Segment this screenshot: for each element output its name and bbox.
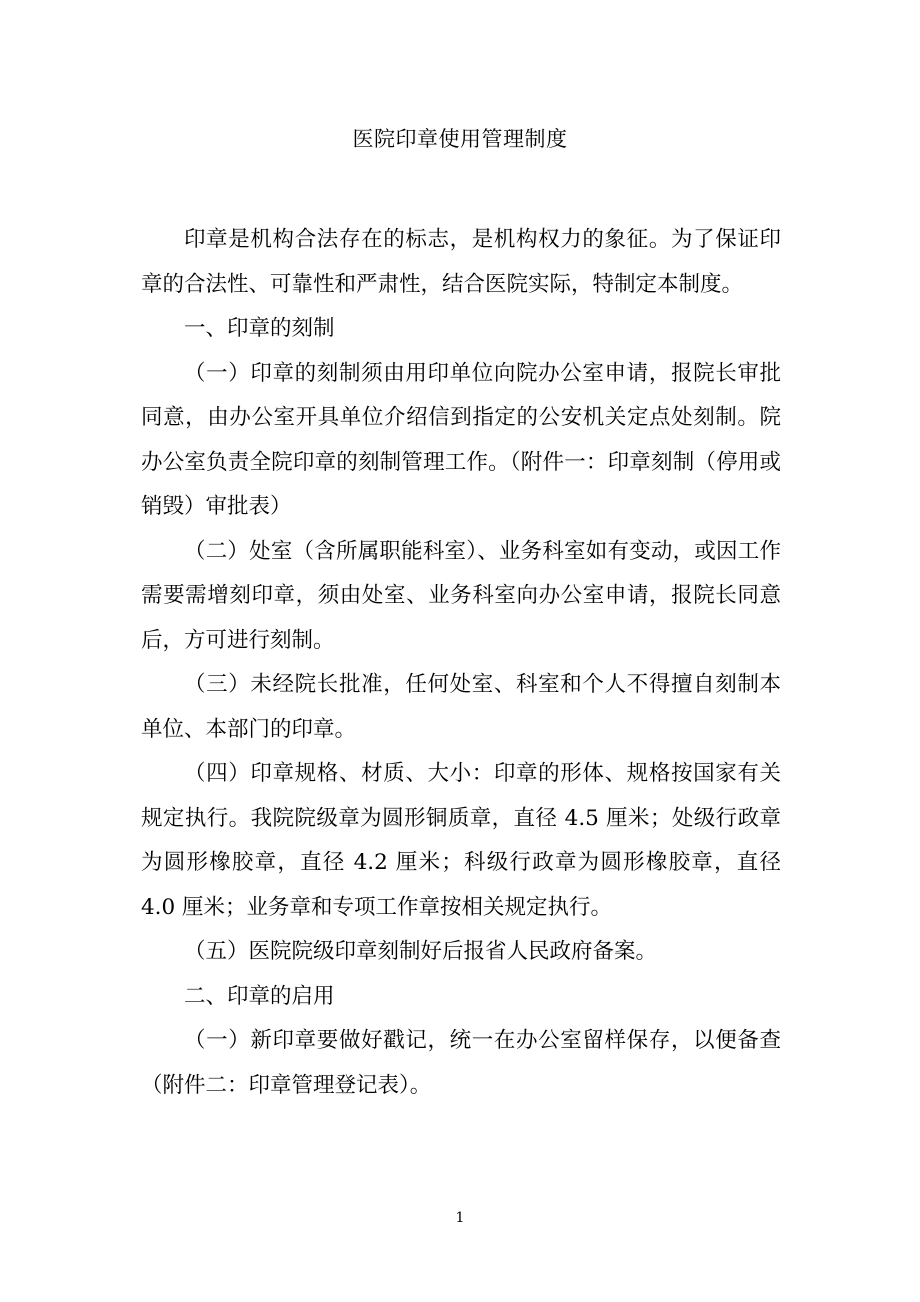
paragraph-1-5: （五）医院院级印章刻制好后报省人民政府备案。 — [184, 939, 658, 964]
paragraph-1-2: （二）处室（含所属职能科室）、业务科室如有变动，或因工作需要需增刻印章，须由处室、业务科室向办公室申请，报院长同意后，方可进行刻制。 — [141, 538, 781, 653]
paragraph-1-4: （四）印章规格、材质、大小：印章的形体、规格按国家有关规定执行。我院院级章为圆形铜质章，直径 4.5 厘米；处级行政章为圆形橡胶章，直径 4.2 厘米；科级行政章为圆形橡胶章，直径 4.0 厘米；业务章和专项工作章按相关规定执行。 — [141, 761, 781, 920]
paragraph-intro: 印章是机构合法存在的标志，是机构权力的象征。为了保证印章的合法性、可靠性和严肃性，结合医院实际，特制定本制度。 — [141, 227, 781, 297]
document-title: 医院印章使用管理制度 — [352, 127, 568, 151]
paragraph-2-1: （一）新印章要做好戳记，统一在办公室留样保存，以便备查（附件二：印章管理登记表）。 — [141, 1028, 781, 1098]
section-heading-1: 一、印章的刻制 — [184, 316, 335, 341]
paragraph-1-3: （三）未经院长批准，任何处室、科室和个人不得擅自刻制本单位、本部门的印章。 — [141, 672, 781, 742]
section-heading-2: 二、印章的启用 — [184, 983, 335, 1009]
page-number: 1 — [455, 1210, 465, 1226]
paragraph-1-1: （一）印章的刻制须由用印单位向院办公室申请，报院长审批同意，由办公室开具单位介绍信到指定的公安机关定点处刻制。院办公室负责全院印章的刻制管理工作。（附件一：印章刻制（停用或销毁）审批表） — [141, 360, 781, 519]
document-body — [141, 218, 781, 1108]
